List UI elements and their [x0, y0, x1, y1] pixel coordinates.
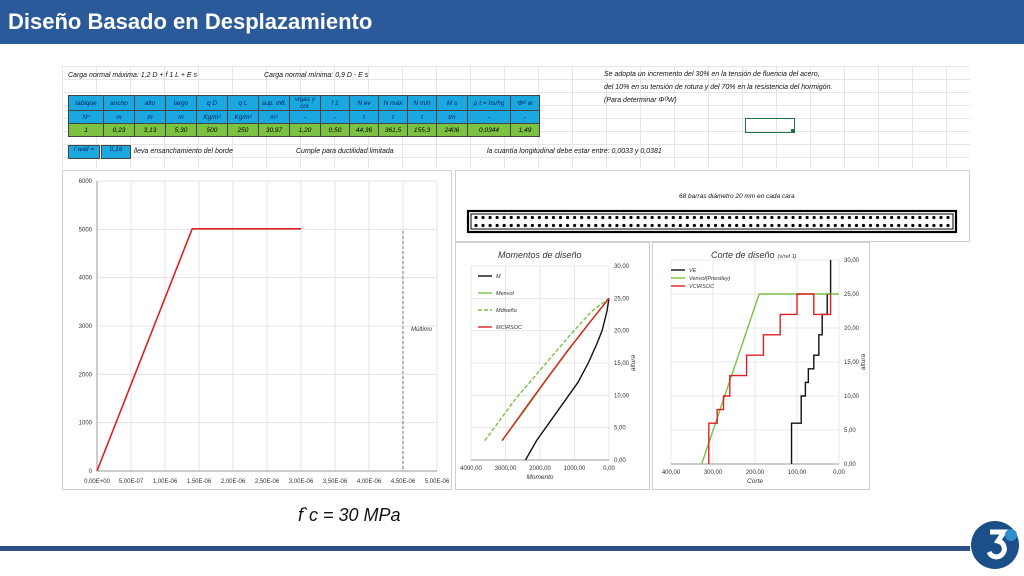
- value-cell[interactable]: 500: [197, 124, 228, 137]
- unit-cell[interactable]: t: [379, 111, 408, 124]
- rebar-top: [594, 216, 597, 219]
- y-axis-label: altura: [860, 353, 867, 371]
- rebar-top: [552, 216, 555, 219]
- y-tick-label: 5000: [78, 227, 92, 234]
- company-logo: [968, 518, 1022, 572]
- unit-cell[interactable]: -: [468, 111, 511, 124]
- rebar-top: [615, 216, 618, 219]
- rebar-top: [763, 216, 766, 219]
- moment-chart-panel[interactable]: [455, 242, 650, 490]
- rebar-bottom: [763, 224, 766, 227]
- rebar-bottom: [503, 224, 506, 227]
- rebar-bottom: [925, 224, 928, 227]
- rebar-bottom: [496, 224, 499, 227]
- footer-bar: [0, 546, 970, 551]
- rebar-top: [601, 216, 604, 219]
- value-cell[interactable]: 1: [69, 124, 104, 137]
- x-tick-label: 2000,00: [529, 466, 551, 472]
- value-cell[interactable]: 3,13: [135, 124, 166, 137]
- rebar-top: [770, 216, 773, 219]
- unit-cell[interactable]: -: [290, 111, 321, 124]
- rebar-top: [925, 216, 928, 219]
- rebar-bottom: [855, 224, 858, 227]
- rebar-top: [587, 216, 590, 219]
- rebar-bottom: [559, 224, 562, 227]
- rebar-bottom: [587, 224, 590, 227]
- rebar-bottom: [594, 224, 597, 227]
- rebar-top: [665, 216, 668, 219]
- rebar-top: [848, 216, 851, 219]
- rebar-bottom: [770, 224, 773, 227]
- x-tick-label: 0,00: [833, 470, 845, 476]
- calc-header-row: [69, 96, 540, 111]
- y-tick-label: 15,00: [614, 361, 630, 367]
- rebar-bottom: [728, 224, 731, 227]
- wall-section-panel[interactable]: [455, 170, 970, 242]
- hdr-cell[interactable]: sup. infl.: [259, 96, 290, 111]
- legend-label: Menvol: [496, 291, 514, 297]
- rebar-bottom: [636, 224, 639, 227]
- unit-cell[interactable]: m: [135, 111, 166, 124]
- y-tick-label: 10,00: [614, 393, 630, 400]
- y-tick-label: 25,00: [844, 292, 860, 298]
- rebar-bottom: [672, 224, 675, 227]
- rebar-bottom: [608, 224, 611, 227]
- rebar-top: [777, 216, 780, 219]
- rebar-top: [672, 216, 675, 219]
- x-tick-label: 3,50E-06: [322, 479, 348, 485]
- y-tick-label: 0,00: [614, 458, 626, 464]
- hdr-cell[interactable]: ancho: [104, 96, 135, 111]
- rebar-bottom: [566, 224, 569, 227]
- rebar-top: [813, 216, 816, 219]
- rebar-bottom: [890, 224, 893, 227]
- x-tick-label: 1,50E-06: [186, 479, 212, 485]
- rebar-bottom: [580, 224, 583, 227]
- rebar-top: [488, 216, 491, 219]
- y-tick-label: 6000: [78, 179, 92, 185]
- section-label: 68 barras diámetro 20 mm en cada cara: [679, 193, 795, 200]
- unit-cell[interactable]: Kg/m²: [228, 111, 259, 124]
- series-line: [526, 298, 609, 460]
- cuantia-note: la cuantía longitudinal debe estar entre: 0,0033 y 0,0381: [487, 148, 662, 155]
- value-cell[interactable]: 0,0344: [468, 124, 511, 137]
- rebar-bottom: [601, 224, 604, 227]
- rebar-top: [481, 216, 484, 219]
- y-tick-label: 1000: [78, 420, 92, 427]
- rebar-top: [784, 216, 787, 219]
- rebar-bottom: [686, 224, 689, 227]
- legend-label: VE: [689, 268, 697, 274]
- x-tick-label: 5,00E-07: [118, 479, 144, 485]
- y-tick-label: 20,00: [844, 326, 860, 332]
- logo-accent: [1005, 529, 1017, 541]
- y-tick-label: 10,00: [844, 394, 860, 400]
- hdr-cell[interactable]: largo: [166, 96, 197, 111]
- multimo-label: Múltimo: [411, 326, 433, 333]
- rebar-bottom: [552, 224, 555, 227]
- chart-subtitle: (s/ref 1): [777, 254, 797, 260]
- series-line: [485, 298, 609, 440]
- rebar-bottom: [841, 224, 844, 227]
- x-tick-label: 3000,00: [494, 466, 517, 472]
- rebar-top: [707, 216, 710, 219]
- rebar-bottom: [883, 224, 886, 227]
- y-tick-label: 0: [88, 469, 92, 475]
- hdr-cell[interactable]: vigas y col.: [290, 96, 321, 111]
- rebar-top: [721, 216, 724, 219]
- y-tick-label: 2000: [78, 372, 92, 379]
- rebar-bottom: [545, 224, 548, 227]
- series-line: [702, 294, 839, 464]
- x-tick-label: 4,50E-06: [390, 479, 416, 485]
- rebar-bottom: [918, 224, 921, 227]
- x-tick-label: 3,00E-06: [288, 479, 314, 485]
- rebar-bottom: [820, 224, 823, 227]
- rebar-top: [897, 216, 900, 219]
- y-tick-label: 0,00: [844, 462, 856, 468]
- rebar-bottom: [721, 224, 724, 227]
- rebar-bottom: [862, 224, 865, 227]
- rebar-bottom: [679, 224, 682, 227]
- rebar-top: [622, 216, 625, 219]
- x-tick-label: 4000,00: [460, 466, 482, 472]
- rebar-top: [827, 216, 830, 219]
- carga-max-label: Carga normal máxima: 1,2 D + f 1 L + E s: [68, 72, 198, 79]
- rebar-bottom: [707, 224, 710, 227]
- rebar-bottom: [834, 224, 837, 227]
- twall-label[interactable]: t wall =: [68, 145, 100, 159]
- unit-cell[interactable]: Nº: [69, 111, 104, 124]
- hdr-cell[interactable]: N ev: [350, 96, 379, 111]
- legend-label: Venvol(Priestley): [689, 276, 731, 282]
- fill-handle[interactable]: [791, 129, 795, 133]
- rebar-top: [883, 216, 886, 219]
- rebar-bottom: [488, 224, 491, 227]
- x-tick-label: 0,00E+00: [84, 479, 110, 485]
- chart-title: Momentos de diseño: [498, 250, 582, 260]
- logo-circle: [971, 521, 1019, 569]
- selected-cell[interactable]: [745, 118, 795, 133]
- y-tick-label: 4000: [78, 275, 92, 282]
- rebar-top: [580, 216, 583, 219]
- rebar-top: [876, 216, 879, 219]
- rebar-bottom: [791, 224, 794, 227]
- rebar-bottom: [897, 224, 900, 227]
- rebar-top: [855, 216, 858, 219]
- rebar-bottom: [481, 224, 484, 227]
- hdr-cell[interactable]: ρ t = hs/hg: [468, 96, 511, 111]
- y-tick-label: 5,00: [614, 425, 626, 432]
- rebar-bottom: [510, 224, 513, 227]
- rebar-top: [756, 216, 759, 219]
- rebar-bottom: [784, 224, 787, 227]
- x-tick-label: 2,50E-06: [254, 479, 280, 485]
- unit-cell[interactable]: -: [321, 111, 350, 124]
- rebar-top: [890, 216, 893, 219]
- page-title: Diseño Basado en Desplazamiento: [8, 9, 373, 34]
- value-cell[interactable]: 1,20: [290, 124, 321, 137]
- rebar-bottom: [876, 224, 879, 227]
- rebar-top: [636, 216, 639, 219]
- rebar-top: [700, 216, 703, 219]
- rebar-top: [517, 216, 520, 219]
- y-tick-label: 3000: [78, 324, 92, 330]
- legend-label: Mdiseño: [496, 308, 517, 314]
- rebar-top: [693, 216, 696, 219]
- ductilidad-note: Cumple para ductilidad limitada: [296, 148, 394, 155]
- hdr-cell[interactable]: tabique: [69, 96, 104, 111]
- rebar-bottom: [777, 224, 780, 227]
- y-tick-label: 25,00: [614, 296, 630, 303]
- x-tick-label: 1,00E-06: [152, 479, 178, 485]
- curvature-chart: [63, 171, 451, 489]
- rebar-top: [714, 216, 717, 219]
- rebar-bottom: [531, 224, 534, 227]
- rebar-top: [791, 216, 794, 219]
- rebar-bottom: [615, 224, 618, 227]
- hdr-cell[interactable]: q D: [197, 96, 228, 111]
- hdr-cell[interactable]: N mín: [408, 96, 437, 111]
- x-tick-label: 2,00E-06: [220, 479, 246, 485]
- value-cell[interactable]: 30,97: [259, 124, 290, 137]
- rebar-bottom: [524, 224, 527, 227]
- rebar-top: [911, 216, 914, 219]
- rebar-top: [545, 216, 548, 219]
- twall-value[interactable]: 0,16: [101, 145, 131, 159]
- rebar-top: [918, 216, 921, 219]
- rebar-top: [820, 216, 823, 219]
- rebar-bottom: [827, 224, 830, 227]
- legend-label: M: [496, 274, 501, 280]
- x-tick-label: 5,00E-06: [424, 479, 450, 485]
- rebar-bottom: [735, 224, 738, 227]
- rebar-top: [658, 216, 661, 219]
- rebar-top: [566, 216, 569, 219]
- rebar-bottom: [693, 224, 696, 227]
- shear-chart-panel[interactable]: [652, 242, 870, 490]
- rebar-bottom: [622, 224, 625, 227]
- x-tick-label: 400,00: [661, 470, 681, 476]
- rebar-bottom: [714, 224, 717, 227]
- note-line-2: del 10% en su tensión de rotura y del 70% en la resistencia del hormigón.: [604, 84, 833, 91]
- x-tick-label: 4,00E-06: [356, 479, 382, 485]
- rebar-bottom: [538, 224, 541, 227]
- rebar-bottom: [911, 224, 914, 227]
- rebar-top: [932, 216, 935, 219]
- hdr-cell[interactable]: Φᴼ w: [511, 96, 540, 111]
- fc-label: f`c = 30 MPa: [298, 505, 401, 525]
- unit-cell[interactable]: m: [166, 111, 197, 124]
- rebar-top: [496, 216, 499, 219]
- title-bar: [0, 0, 1024, 44]
- y-tick-label: 30,00: [844, 258, 860, 264]
- rebar-top: [651, 216, 654, 219]
- rebar-bottom: [573, 224, 576, 227]
- calc-values-row: [69, 124, 540, 137]
- rebar-top: [643, 216, 646, 219]
- rebar-top: [559, 216, 562, 219]
- rebar-top: [798, 216, 801, 219]
- y-tick-label: 15,00: [844, 360, 860, 366]
- unit-cell[interactable]: tm: [437, 111, 468, 124]
- hdr-cell[interactable]: f 1: [321, 96, 350, 111]
- rebar-bottom: [869, 224, 872, 227]
- carga-min-label: Carga normal mínima: 0,9 D - E s: [264, 72, 369, 79]
- x-tick-label: 300,00: [703, 470, 723, 476]
- unit-cell[interactable]: t: [350, 111, 379, 124]
- rebar-bottom: [932, 224, 935, 227]
- x-tick-label: 0,00: [603, 466, 615, 472]
- rebar-top: [686, 216, 689, 219]
- calc-table: [68, 95, 540, 137]
- x-tick-label: 1000,00: [563, 466, 586, 472]
- unit-cell[interactable]: m: [104, 111, 135, 124]
- value-cell[interactable]: 44,36: [350, 124, 379, 137]
- ensanchamiento-note: lleva ensanchamiento del borde: [134, 148, 233, 155]
- rebar-top: [869, 216, 872, 219]
- x-axis-label: Momento: [526, 474, 554, 481]
- value-cell[interactable]: 155,3: [408, 124, 437, 137]
- y-axis-label: altura: [630, 354, 637, 372]
- rebar-top: [608, 216, 611, 219]
- rebar-bottom: [904, 224, 907, 227]
- rebar-bottom: [813, 224, 816, 227]
- unit-cell[interactable]: -: [511, 111, 540, 124]
- rebar-bottom: [742, 224, 745, 227]
- rebar-bottom: [798, 224, 801, 227]
- rebar-bottom: [629, 224, 632, 227]
- rebar-top: [524, 216, 527, 219]
- rebar-top: [939, 216, 942, 219]
- y-tick-label: 5,00: [844, 428, 856, 434]
- value-cell[interactable]: 2406: [437, 124, 468, 137]
- rebar-top: [573, 216, 576, 219]
- moment-chart: [456, 243, 649, 489]
- rebar-bottom: [749, 224, 752, 227]
- curvature-chart-panel[interactable]: [62, 170, 452, 490]
- rebar-top: [862, 216, 865, 219]
- rebar-top: [749, 216, 752, 219]
- wall-section-drawing: [456, 171, 969, 241]
- calc-units-row: [69, 111, 540, 124]
- hdr-cell[interactable]: alto: [135, 96, 166, 111]
- rebar-bottom: [946, 224, 949, 227]
- value-cell[interactable]: 361,5: [379, 124, 408, 137]
- hdr-cell[interactable]: q L: [228, 96, 259, 111]
- rebar-bottom: [658, 224, 661, 227]
- rebar-top: [629, 216, 632, 219]
- value-cell[interactable]: 0,23: [104, 124, 135, 137]
- rebar-bottom: [651, 224, 654, 227]
- rebar-top: [510, 216, 513, 219]
- series-line: [502, 298, 609, 440]
- unit-cell[interactable]: m²: [259, 111, 290, 124]
- rebar-bottom: [700, 224, 703, 227]
- x-axis-label: Corte: [747, 478, 763, 485]
- hdr-cell[interactable]: M s: [437, 96, 468, 111]
- rebar-bottom: [474, 224, 477, 227]
- rebar-top: [679, 216, 682, 219]
- rebar-top: [728, 216, 731, 219]
- rebar-bottom: [665, 224, 668, 227]
- x-tick-label: 100,00: [787, 470, 807, 476]
- rebar-top: [946, 216, 949, 219]
- legend-label: MCIRSOC: [496, 325, 522, 331]
- shear-chart: [653, 243, 869, 489]
- value-cell[interactable]: 1,49: [511, 124, 540, 137]
- rebar-top: [841, 216, 844, 219]
- rebar-top: [735, 216, 738, 219]
- x-tick-label: 200,00: [745, 470, 765, 476]
- rebar-top: [806, 216, 809, 219]
- note-line-3: (Para determinar ΦᴼW): [604, 97, 677, 104]
- unit-cell[interactable]: Kg/m²: [197, 111, 228, 124]
- rebar-top: [742, 216, 745, 219]
- rebar-bottom: [756, 224, 759, 227]
- value-cell[interactable]: 0,50: [321, 124, 350, 137]
- rebar-top: [538, 216, 541, 219]
- chart-title: Corte de diseño (s/ref 1): [711, 250, 797, 260]
- hdr-cell[interactable]: N máx: [379, 96, 408, 111]
- rebar-bottom: [517, 224, 520, 227]
- series-line: [709, 294, 831, 464]
- note-line-1: Se adopta un incremento del 30% en la tensión de fluencia del acero,: [604, 71, 820, 78]
- rebar-top: [834, 216, 837, 219]
- value-cell[interactable]: 250: [228, 124, 259, 137]
- rebar-bottom: [643, 224, 646, 227]
- legend-label: VCIRSOC: [689, 284, 715, 290]
- rebar-top: [503, 216, 506, 219]
- y-tick-label: 30,00: [614, 264, 630, 270]
- rebar-bottom: [848, 224, 851, 227]
- rebar-top: [904, 216, 907, 219]
- y-tick-label: 20,00: [614, 328, 630, 335]
- rebar-top: [474, 216, 477, 219]
- rebar-bottom: [939, 224, 942, 227]
- unit-cell[interactable]: t: [408, 111, 437, 124]
- rebar-top: [531, 216, 534, 219]
- rebar-bottom: [806, 224, 809, 227]
- value-cell[interactable]: 5,30: [166, 124, 197, 137]
